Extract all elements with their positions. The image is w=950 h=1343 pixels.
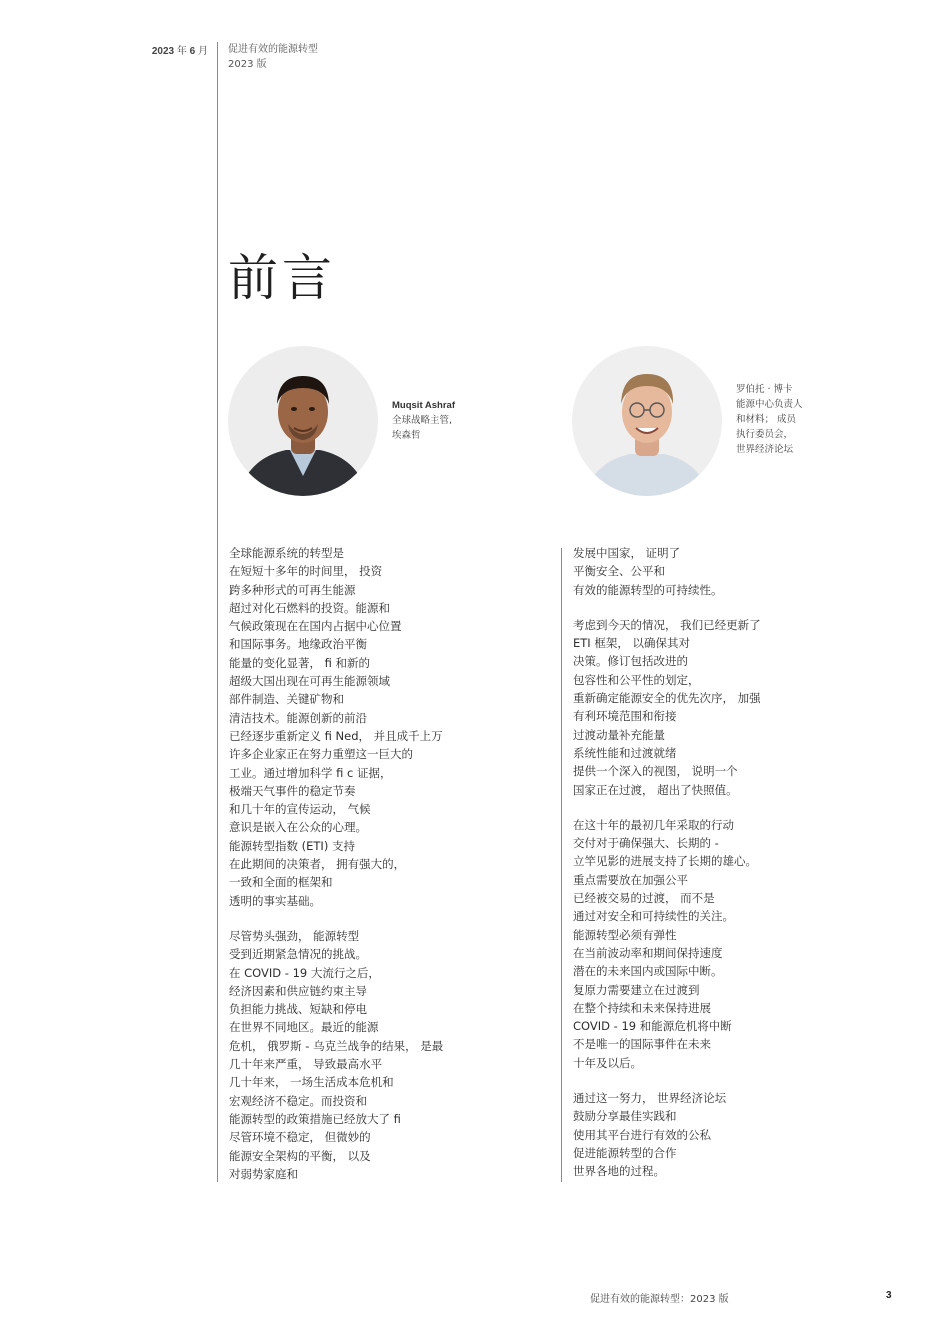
body-column-right (573, 544, 903, 1198)
body-text-line: 尽管环境不稳定， 但微妙的 (229, 1130, 371, 1145)
body-text-line: 意识是嵌入在公众的心理。 (229, 820, 367, 835)
body-text-line: 平衡安全、公平和 (573, 564, 665, 579)
author-photo-bocca (572, 346, 722, 496)
author-caption-ashraf (392, 398, 455, 443)
author-photo-ashraf (228, 346, 378, 496)
body-text-line: 几十年来严重， 导致最高水平 (229, 1057, 383, 1072)
author-role-line: 罗伯托 · 博卡 (736, 384, 793, 395)
body-text-line: 能源安全架构的平衡， 以及 (229, 1148, 371, 1163)
body-text-line: 超过对化石燃料的投资。能源和 (229, 600, 390, 615)
body-paragraph (229, 927, 554, 1183)
body-text-line: 包容性和公平性的划定， (573, 672, 700, 687)
body-text-line: 透明的事实基础。 (229, 893, 321, 908)
body-paragraph (573, 816, 903, 1072)
author-role-line: 全球战略主管, (392, 415, 453, 426)
body-text-line: 立竿见影的进展支持了长期的雄心。 (573, 854, 757, 869)
body-text-line: 清洁技术。能源创新的前沿 (229, 710, 367, 725)
body-text-line: 潜在的未来国内或国际中断。 (573, 964, 723, 979)
body-text-line: 有效的能源转型的可持续性。 (573, 582, 723, 597)
body-text-line: 通过这一努力， 世界经济论坛 (573, 1091, 727, 1106)
body-text-line: 已经逐步重新定义 fi Ned， 并且成千上万 (229, 728, 443, 743)
body-text-line: 在短短十多年的时间里， 投资 (229, 564, 383, 579)
body-text-line: 系统性能和过渡就绪 (573, 745, 677, 760)
body-text-line: 通过对安全和可持续性的关注。 (573, 909, 734, 924)
body-text-line: 气候政策现在在国内占据中心位置 (229, 619, 402, 634)
body-paragraph (573, 544, 903, 599)
body-text-line: 能源转型必须有弹性 (573, 927, 677, 942)
body-text-line: COVID - 19 和能源危机将中断 (573, 1019, 732, 1034)
body-text-line: 工业。通过增加科学 fi c 证据， (229, 765, 392, 780)
body-text-line: 使用其平台进行有效的公私 (573, 1127, 711, 1142)
author-role-line: 和材料； 成员 (736, 414, 797, 425)
body-text-line: 跨多种形式的可再生能源 (229, 582, 356, 597)
body-text-line: 负担能力挑战、短缺和停电 (229, 1002, 367, 1017)
author-role-line: 埃森哲 (392, 430, 421, 441)
body-text-line: 危机， 俄罗斯 - 乌克兰战争的结果， 是最 (229, 1038, 444, 1053)
body-text-line: 重点需要放在加强公平 (573, 872, 688, 887)
body-text-line: 极端天气事件的稳定节奏 (229, 783, 356, 798)
body-text-line: 国家正在过渡， 超出了快照值。 (573, 782, 738, 797)
vertical-rule (217, 42, 218, 1182)
body-text-line: 促进能源转型的合作 (573, 1145, 677, 1160)
body-text-line: 对弱势家庭和 (229, 1166, 298, 1181)
author-caption-bocca (736, 382, 803, 457)
body-text-line: 超级大国出现在可再生能源领域 (229, 674, 390, 689)
body-text-line: 已经被交易的过渡， 而不是 (573, 891, 715, 906)
page-title: 前言 (228, 249, 336, 307)
header-report-title (228, 42, 318, 72)
body-text-line: 在世界不同地区。最近的能源 (229, 1020, 379, 1035)
body-text-line: 不是唯一的国际事件在未来 (573, 1037, 711, 1052)
body-text-line: 和国际事务。地缘政治平衡 (229, 637, 367, 652)
body-text-line: 复原力需要建立在过渡到 (573, 982, 700, 997)
author-role-line: 能源中心负责人 (736, 399, 803, 410)
body-text-line: 宏观经济不稳定。而投资和 (229, 1093, 367, 1108)
body-text-line: 在当前波动率和期间保持速度 (573, 945, 723, 960)
author-role-line: 执行委员会， (736, 429, 794, 440)
body-text-line: 在这十年的最初几年采取的行动 (573, 817, 734, 832)
body-text-line: 能量的变化显著， fi 和新的 (229, 655, 371, 670)
header-date: 2023 年 6 月 (151, 46, 208, 57)
author-name: Muqsit Ashraf (392, 400, 455, 411)
report-title: 促进有效的能源转型 (228, 44, 318, 55)
body-text-line: 能源转型指数 (ETI) 支持 (229, 838, 355, 853)
report-edition: 2023 版 (228, 59, 267, 70)
body-text-line: 受到近期紧急情况的挑战。 (229, 947, 367, 962)
body-paragraph (573, 616, 903, 799)
page-number: 3 (886, 1290, 892, 1301)
column-rule (561, 548, 562, 1182)
body-text-line: 重新确定能源安全的优先次序， 加强 (573, 691, 761, 706)
body-text-line: 十年及以后。 (573, 1055, 642, 1070)
body-text-line: 发展中国家， 证明了 (573, 546, 681, 560)
body-text-line: 许多企业家正在努力重塑这一巨大的 (229, 747, 413, 762)
footer-title: 促进有效的能源转型：2023 版 (590, 1294, 729, 1305)
body-text-line: 经济因素和供应链约束主导 (229, 983, 367, 998)
body-text-line: 部件制造、关键矿物和 (229, 692, 344, 707)
body-text-line: 和几十年的宣传运动， 气候 (229, 802, 371, 817)
body-text-line: 在 COVID - 19 大流行之后， (229, 965, 380, 980)
body-column-left (229, 544, 554, 1200)
body-paragraph (573, 1089, 903, 1180)
body-paragraph (229, 544, 554, 910)
body-text-line: 交付对于确保强大、长期的 - (573, 836, 719, 851)
body-text-line: 鼓励分享最佳实践和 (573, 1109, 677, 1124)
body-text-line: 能源转型的政策措施已经放大了 fi (229, 1111, 401, 1126)
body-text-line: 世界各地的过程。 (573, 1164, 665, 1179)
body-text-line: 在此期间的决策者， 拥有强大的， (229, 857, 406, 872)
body-text-line: 在整个持续和未来保持进展 (573, 1000, 711, 1015)
body-text-line: 考虑到今天的情况， 我们已经更新了 (573, 617, 761, 632)
body-text-line: 有利环境范围和衔接 (573, 709, 677, 724)
body-text-line: 过渡动量补充能量 (573, 727, 665, 742)
body-text-line: 全球能源系统的转型是 (229, 546, 344, 560)
body-text-line: 一致和全面的框架和 (229, 875, 333, 890)
body-text-line: 几十年来， 一场生活成本危机和 (229, 1075, 394, 1090)
body-text-line: 提供一个深入的视图， 说明一个 (573, 764, 738, 779)
body-text-line: ETI 框架， 以确保其对 (573, 636, 690, 651)
body-text-line: 尽管势头强劲， 能源转型 (229, 928, 360, 943)
body-text-line: 决策。修订包括改进的 (573, 654, 688, 669)
author-role-line: 世界经济论坛 (736, 444, 794, 455)
